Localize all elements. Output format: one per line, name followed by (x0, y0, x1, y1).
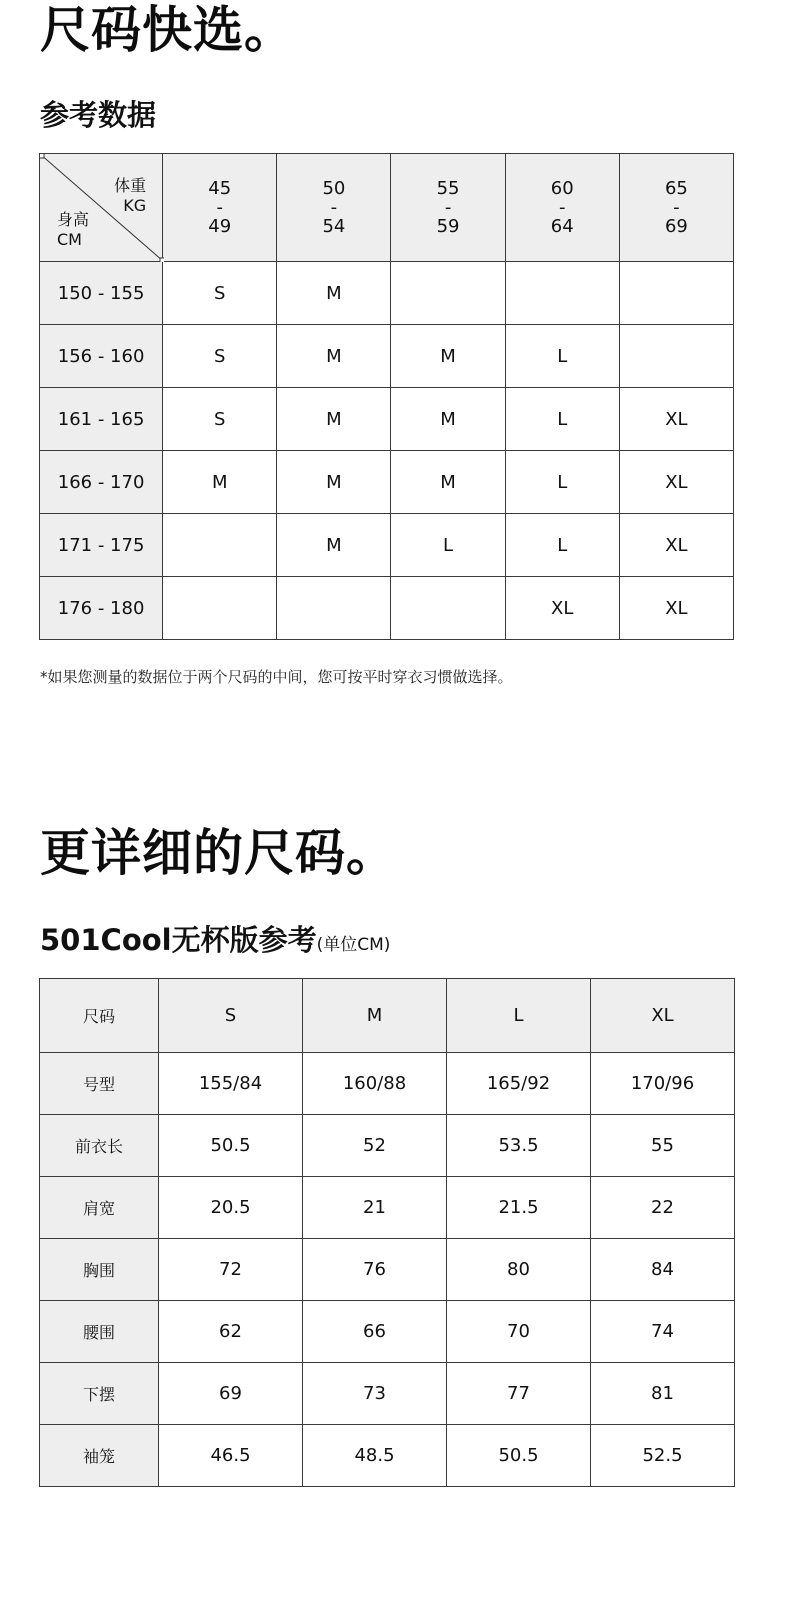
weight-dash: - (558, 197, 566, 218)
weight-high: 49 (208, 216, 232, 237)
size-cell: M (277, 262, 391, 325)
measurement-value-cell: 73 (303, 1363, 447, 1425)
size-header-cell: M (303, 979, 447, 1053)
measurement-label-cell: 腰围 (40, 1301, 159, 1363)
reference-data-subtitle: 参考数据 (40, 98, 157, 132)
measurement-value-cell: 165/92 (447, 1053, 591, 1115)
weight-dash: - (673, 197, 680, 218)
size-cell (619, 325, 733, 388)
height-unit: CM (57, 230, 82, 249)
measurement-value-cell: 50.5 (159, 1115, 303, 1177)
table-row (40, 1363, 735, 1425)
size-cell (619, 262, 733, 325)
measurement-value-cell: 48.5 (303, 1425, 447, 1487)
measurement-value-cell: 155/84 (159, 1053, 303, 1115)
measurement-value-cell: 52.5 (591, 1425, 735, 1487)
detail-subtitle-unit: (单位CM) (316, 935, 391, 955)
size-cell: M (277, 325, 391, 388)
size-header-cell: S (159, 979, 303, 1053)
table-row (40, 1425, 735, 1487)
height-label: 身高 (57, 210, 90, 229)
size-cell: L (391, 514, 505, 577)
weight-dash: - (330, 197, 338, 218)
table-row (40, 262, 734, 325)
size-cell: L (505, 514, 619, 577)
size-cell (163, 577, 277, 640)
measurement-value-cell: 46.5 (159, 1425, 303, 1487)
size-cell: M (391, 451, 505, 514)
table-row (40, 1177, 735, 1239)
size-cell: S (163, 262, 277, 325)
table-row (40, 325, 734, 388)
weight-low: 55 (436, 178, 460, 199)
weight-header-cell (163, 154, 277, 262)
size-cell (391, 577, 505, 640)
measurement-value-cell: 160/88 (303, 1053, 447, 1115)
weight-high: 59 (436, 216, 460, 237)
measurement-label-cell: 前衣长 (40, 1115, 159, 1177)
size-cell (505, 262, 619, 325)
measurement-label-cell: 下摆 (40, 1363, 159, 1425)
size-cell: M (391, 325, 505, 388)
weight-high: 69 (664, 216, 688, 237)
weight-dash: - (216, 197, 223, 218)
measurement-value-cell: 72 (159, 1239, 303, 1301)
size-cell: S (163, 325, 277, 388)
height-range-cell: 150 - 155 (40, 262, 163, 325)
detailed-size-table (39, 978, 735, 1487)
size-cell: M (163, 451, 277, 514)
detail-subtitle-text: 501Cool无杯版参考 (40, 923, 317, 957)
measurement-value-cell: 70 (447, 1301, 591, 1363)
height-range-cell: 161 - 165 (40, 388, 163, 451)
size-header-cell: L (447, 979, 591, 1053)
size-cell (277, 577, 391, 640)
weight-low: 45 (208, 178, 232, 199)
table-row (40, 577, 734, 640)
height-range-cell: 176 - 180 (40, 577, 163, 640)
measurement-value-cell: 74 (591, 1301, 735, 1363)
size-selection-note: *如果您测量的数据位于两个尺码的中间，您可按平时穿衣习惯做选择。 (40, 668, 513, 686)
detail-subtitle (40, 922, 390, 963)
weight-high: 54 (322, 216, 346, 237)
weight-label: 体重 (114, 176, 147, 195)
measurement-value-cell: 76 (303, 1239, 447, 1301)
size-header-cell: XL (591, 979, 735, 1053)
measurement-label-cell: 号型 (40, 1053, 159, 1115)
height-range-cell: 171 - 175 (40, 514, 163, 577)
corner-header-cell (40, 154, 163, 262)
weight-low: 50 (322, 178, 346, 199)
table-row (40, 1115, 735, 1177)
measurement-label-cell: 胸围 (40, 1239, 159, 1301)
measurement-value-cell: 81 (591, 1363, 735, 1425)
size-cell: XL (619, 451, 733, 514)
weight-header-cell (391, 154, 505, 262)
measurement-value-cell: 50.5 (447, 1425, 591, 1487)
measurement-label-cell: 肩宽 (40, 1177, 159, 1239)
measurement-value-cell: 20.5 (159, 1177, 303, 1239)
size-cell (163, 514, 277, 577)
table-row (40, 1053, 735, 1115)
table-row (40, 388, 734, 451)
measurement-value-cell: 21.5 (447, 1177, 591, 1239)
table-row (40, 1301, 735, 1363)
measurement-value-cell: 21 (303, 1177, 447, 1239)
table-row (40, 451, 734, 514)
size-cell: L (505, 451, 619, 514)
measurement-value-cell: 52 (303, 1115, 447, 1177)
size-cell: M (277, 514, 391, 577)
measurement-label-cell: 袖笼 (40, 1425, 159, 1487)
size-cell: L (505, 325, 619, 388)
weight-header-cell (505, 154, 619, 262)
measurement-value-cell: 84 (591, 1239, 735, 1301)
measurement-value-cell: 55 (591, 1115, 735, 1177)
quick-header-row (40, 154, 734, 262)
measurement-value-cell: 80 (447, 1239, 591, 1301)
table-row (40, 514, 734, 577)
table-row (40, 1239, 735, 1301)
detailed-size-title: 更详细的尺码。 (40, 824, 397, 882)
size-cell: M (277, 388, 391, 451)
size-cell: XL (505, 577, 619, 640)
size-cell: S (163, 388, 277, 451)
detail-header-row (40, 979, 735, 1053)
measurement-value-cell: 53.5 (447, 1115, 591, 1177)
height-range-cell: 156 - 160 (40, 325, 163, 388)
weight-unit: KG (123, 196, 147, 215)
measurement-value-cell: 66 (303, 1301, 447, 1363)
quick-size-title: 尺码快选。 (40, 1, 295, 59)
weight-header-cell (619, 154, 733, 262)
height-range-cell: 166 - 170 (40, 451, 163, 514)
size-cell: XL (619, 577, 733, 640)
weight-dash: - (444, 197, 452, 218)
measurement-value-cell: 77 (447, 1363, 591, 1425)
measurement-value-cell: 22 (591, 1177, 735, 1239)
weight-low: 60 (550, 178, 574, 199)
weight-low: 65 (664, 178, 688, 199)
size-cell: XL (619, 388, 733, 451)
size-cell: M (277, 451, 391, 514)
weight-header-cell (277, 154, 391, 262)
measurement-value-cell: 170/96 (591, 1053, 735, 1115)
size-header-label: 尺码 (40, 979, 159, 1053)
size-cell (391, 262, 505, 325)
weight-high: 64 (550, 216, 574, 237)
measurement-value-cell: 69 (159, 1363, 303, 1425)
size-cell: L (505, 388, 619, 451)
size-cell: XL (619, 514, 733, 577)
measurement-value-cell: 62 (159, 1301, 303, 1363)
quick-size-table (39, 153, 734, 640)
size-cell: M (391, 388, 505, 451)
